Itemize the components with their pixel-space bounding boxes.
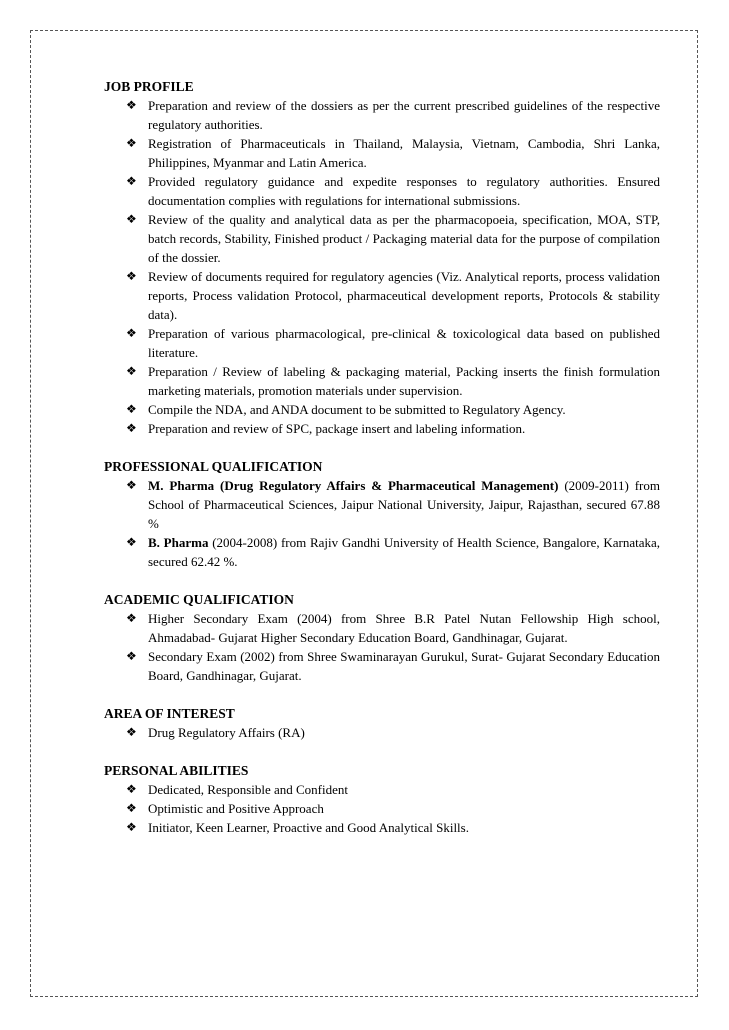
- diamond-bullet-icon: ❖: [126, 782, 137, 796]
- diamond-bullet-icon: ❖: [126, 269, 137, 283]
- section-heading-personal-abilities: PERSONAL ABILITIES: [104, 763, 249, 778]
- diamond-bullet-icon: ❖: [126, 725, 137, 739]
- academic-qualification-list: [104, 609, 660, 685]
- spacer: [104, 571, 660, 591]
- diamond-bullet-icon: ❖: [126, 478, 137, 492]
- list-item: ❖ Provided regulatory guidance and expedite responses to regulatory authorities. Ensured documentation complies with regulations for international submissions.: [126, 174, 660, 208]
- list-item: ❖ M. Pharma (Drug Regulatory Affairs & Pharmaceutical Management) (2009-2011) from School of Pharmaceutical Sciences, Jaipur National University, Jaipur, Rajasthan, secured 67.88 %: [126, 478, 660, 531]
- diamond-bullet-icon: ❖: [126, 364, 137, 378]
- list-item: ❖ Initiator, Keen Learner, Proactive and Good Analytical Skills.: [126, 820, 469, 835]
- diamond-bullet-icon: ❖: [126, 820, 137, 834]
- list-item: ❖ Optimistic and Positive Approach: [126, 801, 324, 816]
- area-of-interest-list: [104, 723, 660, 742]
- diamond-bullet-icon: ❖: [126, 326, 137, 340]
- diamond-bullet-icon: ❖: [126, 402, 137, 416]
- list-item: ❖ Preparation / Review of labeling & packaging material, Packing inserts the finish formulation marketing materials, promotion materials under supervision.: [126, 364, 660, 398]
- list-item: ❖ Review of the quality and analytical data as per the pharmacopoeia, specification, MOA, STP, batch records, Stability, Finished product / Packaging material data for the purpose of compilation of the dossier.: [126, 212, 660, 265]
- list-item: ❖ Registration of Pharmaceuticals in Thailand, Malaysia, Vietnam, Cambodia, Shri Lanka, Philippines, Myanmar and Latin America.: [126, 136, 660, 170]
- diamond-bullet-icon: ❖: [126, 611, 137, 625]
- section-heading-professional-qualification: PROFESSIONAL QUALIFICATION: [104, 459, 323, 474]
- spacer: [104, 685, 660, 705]
- spacer: [104, 438, 660, 458]
- list-item: ❖ Dedicated, Responsible and Confident: [126, 782, 349, 797]
- list-item: ❖ Higher Secondary Exam (2004) from Shree B.R Patel Nutan Fellowship High school, Ahmadabad- Gujarat Higher Secondary Education Board, Gandhinagar, Gujarat.: [126, 611, 660, 645]
- diamond-bullet-icon: ❖: [126, 535, 137, 549]
- list-item: ❖ Preparation and review of the dossiers as per the current prescribed guidelines of the respective regulatory authorities.: [126, 98, 660, 132]
- list-item: ❖ Drug Regulatory Affairs (RA): [126, 725, 305, 740]
- diamond-bullet-icon: ❖: [126, 174, 137, 188]
- professional-qualification-list: [104, 476, 660, 571]
- section-heading-job-profile: JOB PROFILE: [104, 79, 194, 94]
- resume-content: [104, 78, 660, 837]
- list-item: ❖ Preparation and review of SPC, package insert and labeling information.: [126, 421, 526, 436]
- job-profile-list: [104, 96, 660, 438]
- diamond-bullet-icon: ❖: [126, 136, 137, 150]
- list-item: ❖ Compile the NDA, and ANDA document to be submitted to Regulatory Agency.: [126, 402, 566, 417]
- diamond-bullet-icon: ❖: [126, 801, 137, 815]
- diamond-bullet-icon: ❖: [126, 649, 137, 663]
- diamond-bullet-icon: ❖: [126, 212, 137, 226]
- diamond-bullet-icon: ❖: [126, 98, 137, 112]
- list-item: ❖ B. Pharma (2004-2008) from Rajiv Gandhi University of Health Science, Bangalore, Karnataka, secured 62.42 %.: [126, 535, 660, 569]
- section-heading-academic-qualification: ACADEMIC QUALIFICATION: [104, 592, 294, 607]
- list-item: ❖ Preparation of various pharmacological, pre-clinical & toxicological data based on published literature.: [126, 326, 660, 360]
- personal-abilities-list: [104, 780, 660, 837]
- list-item: ❖ Review of documents required for regulatory agencies (Viz. Analytical reports, process validation reports, Process validation Protocol, pharmaceutical development reports, Protocols & stability data).: [126, 269, 660, 322]
- section-heading-area-of-interest: AREA OF INTEREST: [104, 706, 235, 721]
- spacer: [104, 742, 660, 762]
- list-item: ❖ Secondary Exam (2002) from Shree Swaminarayan Gurukul, Surat- Gujarat Secondary Education Board, Gandhinagar, Gujarat.: [126, 649, 660, 683]
- diamond-bullet-icon: ❖: [126, 421, 137, 435]
